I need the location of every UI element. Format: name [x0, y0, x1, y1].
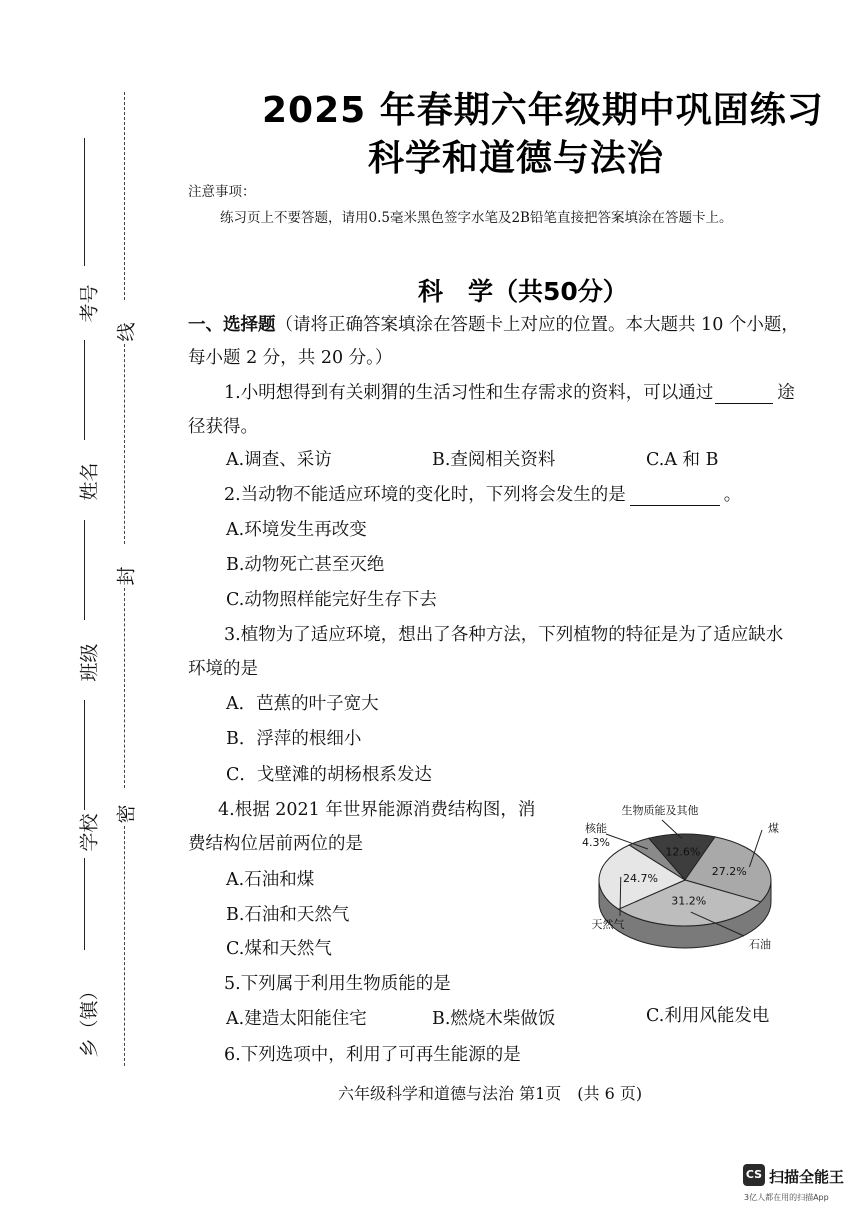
q3-option-b: B．浮萍的根细小	[226, 729, 362, 749]
q5-option-b: B.燃烧木柴做饭	[432, 1009, 556, 1029]
question-1-tail: 途	[777, 383, 795, 403]
question-3-stem: 3.植物为了适应环境，想出了各种方法，下列植物的特征是为了适应缺水	[224, 625, 784, 645]
question-2-text: 2.当动物不能适应环境的变化时，下列将会发生的是	[224, 485, 626, 505]
seal-line-segment	[124, 826, 125, 1066]
q2-option-a: A.环境发生再改变	[226, 520, 367, 540]
notice-label: 注意事项：	[188, 184, 256, 200]
field-label-exam-number: 考号	[78, 284, 101, 323]
page-subtitle: 科学和道德与法治	[368, 138, 665, 179]
question-1-text: 1.小明想得到有关刺猬的生活习性和生存需求的资料，可以通过	[224, 383, 714, 403]
page-footer: 六年级科学和道德与法治 第1页 (共 6 页)	[338, 1084, 643, 1103]
question-4-stem-cont: 费结构位居前两位的是	[188, 834, 363, 854]
field-label-town: 乡（镇）	[78, 981, 101, 1058]
page-title: 2025 年春期六年级期中巩固练习	[262, 90, 824, 131]
q3-option-c: C．戈壁滩的胡杨根系发达	[226, 765, 432, 785]
pie-category-label: 石油	[749, 938, 771, 951]
q1-option-b: B.查阅相关资料	[432, 450, 556, 470]
scanner-logo: CS	[743, 1164, 765, 1186]
field-line-name	[84, 340, 85, 440]
pie-value-label: 27.2%	[711, 865, 747, 879]
q1-option-a: A.调查、采访	[226, 450, 332, 470]
question-2-stem	[224, 481, 741, 506]
question-4-stem: 4.根据 2021 年世界能源消费结构图，消	[218, 800, 536, 820]
q4-option-b: B.石油和天然气	[226, 905, 350, 925]
q3-option-a: A．芭蕉的叶子宽大	[226, 694, 379, 714]
answer-blank	[715, 385, 773, 404]
pie-category-label: 生物质能及其他	[621, 804, 699, 817]
q5-option-a: A.建造太阳能住宅	[226, 1009, 367, 1029]
question-2-tail: 。	[723, 485, 742, 505]
seal-line-segment	[124, 588, 125, 788]
pie-category-label: 天然气	[591, 918, 625, 931]
field-line-town	[84, 858, 85, 950]
part1-heading: 一、选择题	[188, 315, 276, 335]
q4-option-a: A.石油和煤	[226, 870, 315, 890]
question-6-stem: 6.下列选项中，利用了可再生能源的是	[224, 1045, 521, 1065]
q4-option-c: C.煤和天然气	[226, 939, 332, 959]
scanner-brand-name: 扫描全能王	[769, 1168, 845, 1186]
field-label-school: 学校	[78, 813, 101, 852]
q2-option-c: C.动物照样能完好生存下去	[226, 590, 437, 610]
seal-char-mi: 密	[115, 804, 138, 824]
pie-value-label: 12.6%	[665, 845, 701, 859]
science-section-title: 科 学（共50分）	[418, 277, 628, 306]
q5-option-c: C.利用风能发电	[646, 1006, 770, 1026]
seal-line-segment	[124, 344, 125, 544]
question-3-stem-cont: 环境的是	[188, 659, 258, 679]
pie-value-label: 31.2%	[671, 894, 707, 908]
pie-category-label: 核能	[585, 822, 607, 835]
part1-instr-line2: 每小题 2 分，共 20 分。）	[188, 348, 393, 368]
scanner-tagline: 3亿人都在用的扫描App	[744, 1193, 829, 1202]
seal-line-segment	[124, 92, 125, 300]
field-line-school	[84, 700, 85, 810]
field-label-class: 班级	[78, 643, 101, 682]
q2-option-b: B.动物死亡甚至灭绝	[226, 555, 385, 575]
seal-char-xian: 线	[115, 322, 138, 342]
q1-option-c: C.A 和 B	[646, 450, 719, 470]
field-line-class	[84, 520, 85, 620]
seal-char-feng: 封	[115, 566, 138, 586]
field-label-name: 姓名	[78, 462, 101, 501]
answer-blank	[630, 487, 720, 506]
part1-instructions	[188, 311, 799, 336]
pie-value-label: 24.7%	[622, 871, 658, 885]
question-1-stem	[224, 379, 795, 404]
question-1-stem-cont: 径获得。	[188, 417, 258, 437]
question-5-stem: 5.下列属于利用生物质能的是	[224, 974, 451, 994]
part1-instr-line1: （请将正确答案填涂在答题卡上对应的位置。本大题共 10 个小题，	[275, 315, 799, 335]
energy-pie-chart	[562, 790, 802, 970]
pie-value-label: 4.3%	[582, 836, 610, 849]
pie-category-label: 煤	[768, 822, 779, 835]
field-line-exam-number	[84, 138, 85, 266]
notice-text: 练习页上不要答题，请用0.5毫米黑色签字水笔及2B铅笔直接把答案填涂在答题卡上。	[220, 210, 733, 226]
